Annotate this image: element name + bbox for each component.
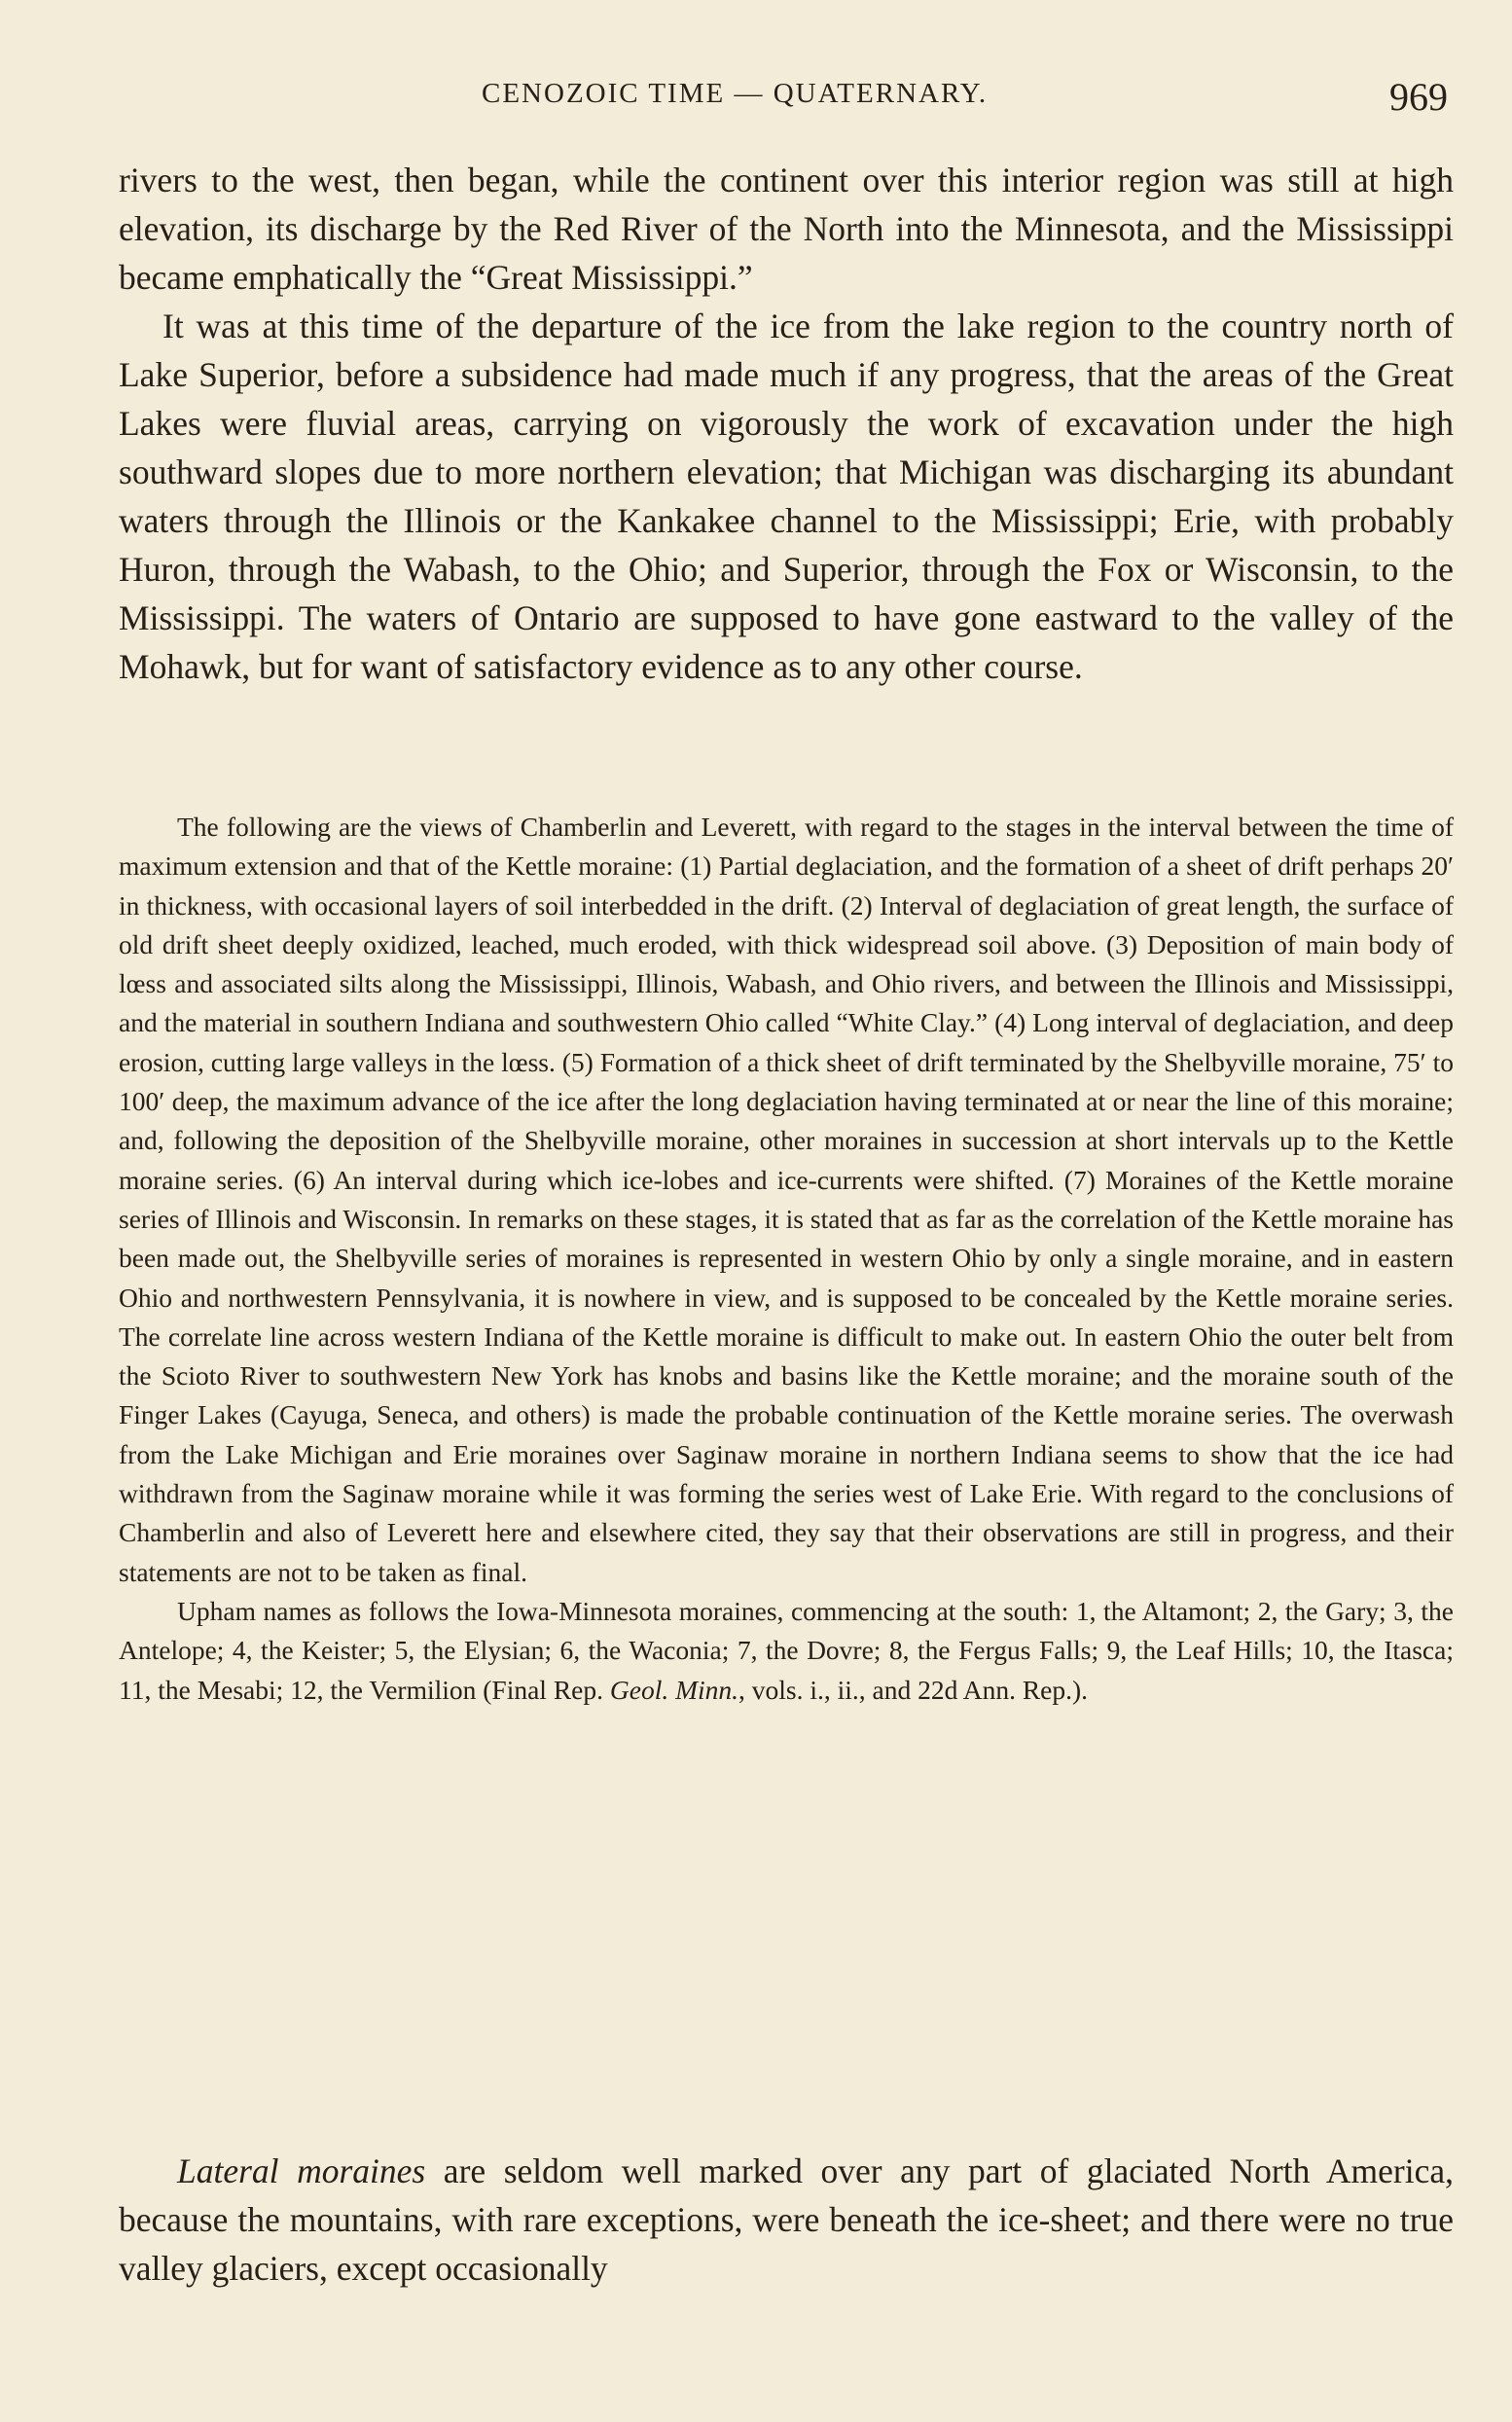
lateral-moraines-text: are seldom well marked over any part of glaciated North America, because the mountains, with rare exceptions, were beneath the ice-sheet; and there were no true valley glaciers, except occasionally — [119, 2151, 1455, 2288]
running-title: CENOZOIC TIME — QUATERNARY. — [482, 78, 989, 109]
main-text-block — [119, 156, 1454, 691]
paragraph-continued: rivers to the west, then began, while the continent over this interior region was still at high elevation, its discharge by the Red River of the North into the Minnesota, and the Mississippi became emphatically the “Great Mississippi.” — [119, 161, 1454, 297]
paragraph-lateral-moraines — [119, 2147, 1454, 2293]
lateral-moraines-term: Lateral moraines — [177, 2151, 426, 2190]
upham-text-start: Upham names as follows the Iowa-Minnesota moraines, commencing at the south: 1, the Altamont; 2, the Gary; 3, the Antelope; 4, the Keister; 5, the Elysian; 6, the Waconia; 7, the Dovre; 8, the Fergus Falls; 9, the Leaf Hills; 10, the Itasca; 11, the Mesabi; 12, the Vermilion (Final Rep. — [119, 1595, 1454, 1705]
small-print-block — [119, 808, 1454, 1710]
paragraph-great-lakes: It was at this time of the departure of the ice from the lake region to the country north of Lake Superior, before a subsidence had made much if any progress, that the areas of the Great Lakes were fluvial areas, carrying on vigorously the work of excavation under the high southward slopes due to more northern elevation; that Michigan was discharging its abundant waters through the Illinois or the Kankakee channel to the Mississippi; Erie, with probably Huron, through the Wabash, to the Ohio; and Superior, through the Fox or Wisconsin, to the Mississippi. The waters of Ontario are supposed to have gone eastward to the valley of the Mohawk, but for want of satisfactory evidence as to any other course. — [119, 307, 1454, 686]
paragraph-chamberlin-leverett: The following are the views of Chamberlin and Leverett, with regard to the stages in the interval between the time of maximum extension and that of the Kettle moraine: (1) Partial deglaciation, and the formation of a sheet of drift perhaps 20′ in thickness, with occasional layers of soil interbedded in the drift. (2) Interval of deglaciation of great length, the surface of old drift sheet deeply oxidized, leached, much eroded, with thick widespread soil above. (3) Deposition of main body of lœss and associated silts along the Mississippi, Illinois, Wabash, and Ohio rivers, and between the Illinois and Mississippi, and the material in southern Indiana and southwestern Ohio called “White Clay.” (4) Long interval of deglaciation, and deep erosion, cutting large valleys in the lœss. (5) Formation of a thick sheet of drift terminated by the Shelbyville moraine, 75′ to 100′ deep, the maximum advance of the ice after the long deglaciation having terminated at or near the line of this moraine; and, following the deposition of the Shelbyville moraine, other moraines in succession at short intervals up to the Kettle moraine series. (6) An interval during which ice-lobes and ice-currents were shifted. (7) Moraines of the Kettle moraine series of Illinois and Wisconsin. In remarks on these stages, it is stated that as far as the correlation of the Kettle moraine has been made out, the Shelbyville series of moraines is represented in western Ohio by only a single moraine, and in eastern Ohio and northwestern Pennsylvania, it is nowhere in view, and is supposed to be concealed by the Kettle moraine series. The correlate line across western Indiana of the Kettle moraine is difficult to make out. In eastern Ohio the outer belt from the Scioto River to southwestern New York has knobs and basins like the Kettle moraine; and the moraine south of the Finger Lakes (Cayuga, Seneca, and others) is made the probable continuation of the Kettle moraine series. The overwash from the Lake Michigan and Erie moraines over Saginaw moraine in northern Indiana seems to show that the ice had withdrawn from the Saginaw moraine while it was forming the series west of Lake Erie. With regard to the conclusions of Chamberlin and also of Leverett here and elsewhere cited, they say that their observations are still in progress, and their statements are not to be taken as final. — [119, 812, 1454, 1587]
upham-citation-title: Geol. Minn. — [609, 1674, 739, 1705]
lateral-moraines-block — [119, 2147, 1454, 2293]
upham-text-end: , vols. i., ii., and 22d Ann. Rep.). — [738, 1674, 1089, 1705]
page-number: 969 — [1389, 75, 1448, 119]
paragraph-upham-moraines — [119, 1592, 1454, 1710]
running-head — [0, 74, 1512, 132]
